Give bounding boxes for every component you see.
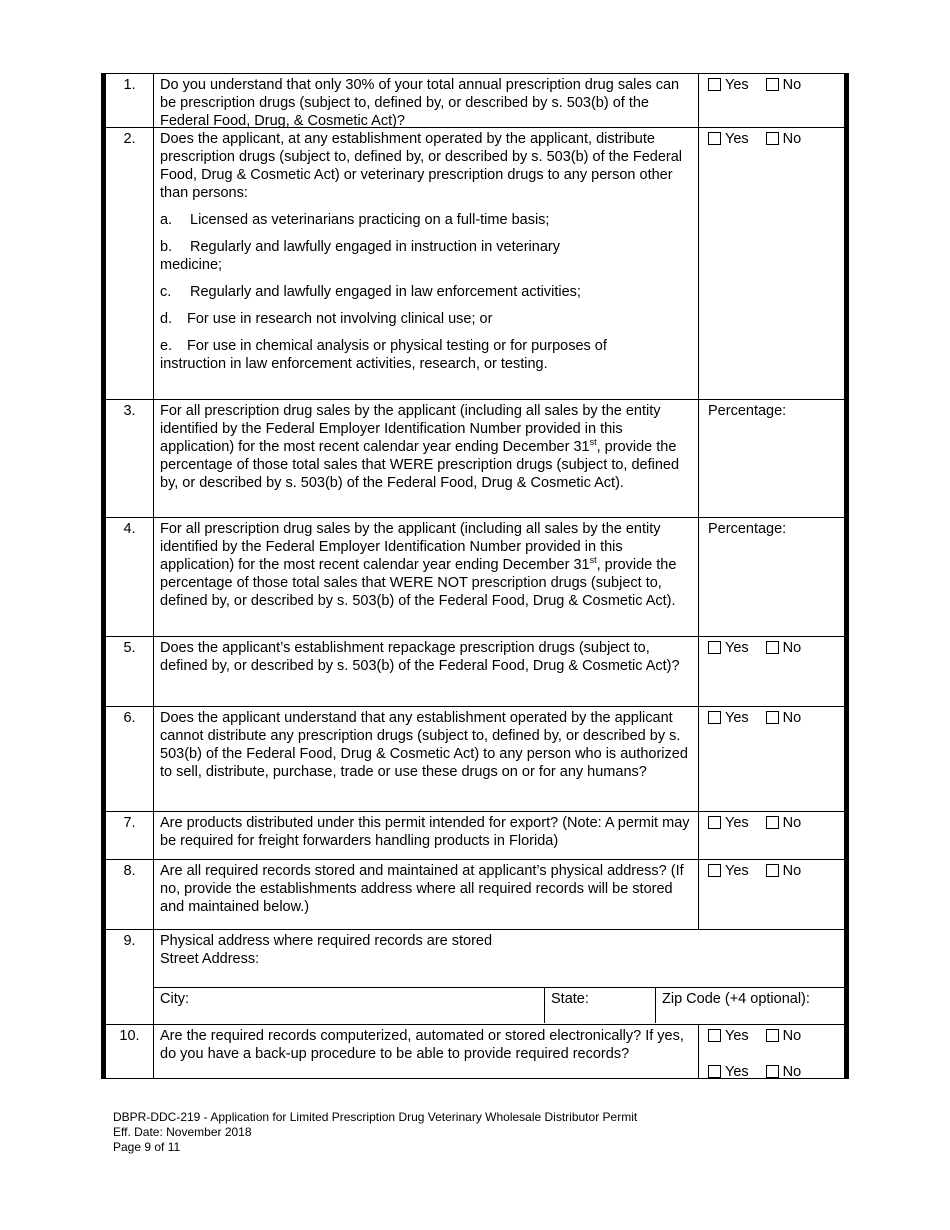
no-option[interactable]	[766, 1027, 802, 1045]
yes-checkbox[interactable]	[708, 711, 721, 724]
no-label: No	[782, 1028, 802, 1044]
page-number: Page 9 of 11	[113, 1140, 181, 1154]
yes-option[interactable]	[708, 862, 749, 880]
no-checkbox[interactable]	[766, 711, 779, 724]
page-footer	[113, 1110, 637, 1155]
item-letter: b.	[160, 239, 173, 255]
backup-yes-option[interactable]	[708, 1063, 749, 1081]
no-checkbox[interactable]	[766, 78, 779, 91]
no-checkbox[interactable]	[766, 864, 779, 877]
percentage-field[interactable]: Percentage:	[708, 521, 787, 537]
question-number: 3.	[106, 400, 154, 517]
yes-checkbox[interactable]	[708, 816, 721, 829]
list-item	[160, 337, 692, 373]
item-letter: a.	[160, 212, 173, 228]
yes-no-options	[699, 860, 844, 929]
item-letter: c.	[160, 284, 172, 300]
question-number: 10.	[106, 1025, 154, 1078]
question-row-1	[106, 73, 844, 128]
item-text: Licensed as veterinarians practicing on a full-time basis;	[190, 212, 550, 228]
effective-date: Eff. Date: November 2018	[113, 1125, 252, 1139]
item-letter: e.	[160, 338, 173, 354]
no-checkbox[interactable]	[766, 1029, 779, 1042]
yes-checkbox[interactable]	[708, 641, 721, 654]
question-row-6	[106, 707, 844, 812]
yes-label: Yes	[725, 1064, 749, 1080]
yes-no-options	[699, 128, 844, 399]
yes-option[interactable]	[708, 639, 749, 657]
address-block	[154, 930, 844, 1024]
question-text	[154, 518, 699, 636]
question-number: 6.	[106, 707, 154, 811]
no-option[interactable]	[766, 814, 802, 832]
question-row-7	[106, 812, 844, 860]
item-text: Regularly and lawfully engaged in law enforcement activities;	[190, 284, 581, 300]
no-label: No	[782, 77, 802, 93]
street-address-field[interactable]	[154, 930, 844, 987]
no-checkbox[interactable]	[766, 641, 779, 654]
no-option[interactable]	[766, 639, 802, 657]
question-row-2	[106, 128, 844, 400]
no-option[interactable]	[766, 709, 802, 727]
yes-no-options	[699, 812, 844, 859]
no-option[interactable]	[766, 862, 802, 880]
yes-label: Yes	[725, 131, 749, 147]
yes-label: Yes	[725, 815, 749, 831]
yes-label: Yes	[725, 1028, 749, 1044]
no-checkbox[interactable]	[766, 132, 779, 145]
question-text: Are all required records stored and maintained at applicant’s physical address? (If no, provide the establishments address where all required records will be stored and maintained below.)	[154, 860, 699, 929]
question-number: 7.	[106, 812, 154, 859]
item-text: For use in research not involving clinical use; or	[187, 311, 493, 327]
item-text: For use in chemical analysis or physical testing or for purposes of instruction in law enforcement activities, research, or testing.	[160, 338, 607, 372]
question-number: 5.	[106, 637, 154, 706]
question-number: 2.	[106, 128, 154, 399]
question-text-block	[154, 128, 699, 399]
list-item	[160, 310, 692, 328]
question-text: Does the applicant understand that any establishment operated by the applicant cannot distribute any prescription drugs (subject to, defined by, or described by s. 503(b) of the Federal Food, Drug & Cosmetic Act) to any person who is authorized to sell, distribute, purchase, trade or use these drugs on or for any humans?	[154, 707, 699, 811]
yes-label: Yes	[725, 863, 749, 879]
question-row-8	[106, 860, 844, 930]
yes-checkbox[interactable]	[708, 1065, 721, 1078]
list-item	[160, 283, 692, 301]
yes-no-options	[699, 1025, 844, 1078]
form-title: DBPR-DDC-219 - Application for Limited Prescription Drug Veterinary Wholesale Distributor Permit	[113, 1110, 638, 1124]
no-checkbox[interactable]	[766, 1065, 779, 1078]
no-label: No	[782, 710, 802, 726]
question-text-part: For all prescription drug sales by the applicant (including all sales by the entity identified by the Federal Employer Identification Number provided in this application) for the most recent calendar year ending December 31	[160, 403, 661, 455]
yes-option[interactable]	[708, 1027, 749, 1045]
question-row-5	[106, 637, 844, 707]
yes-option[interactable]	[708, 76, 749, 94]
percentage-field[interactable]: Percentage:	[708, 403, 787, 419]
state-field[interactable]: State:	[545, 988, 656, 1023]
no-label: No	[782, 1064, 802, 1080]
list-item	[160, 211, 692, 229]
no-label: No	[782, 815, 802, 831]
question-row-3	[106, 400, 844, 518]
no-option[interactable]	[766, 76, 802, 94]
question-text: Do you understand that only 30% of your total annual prescription drug sales can be prescription drugs (subject to, defined by, or described by s. 503(b) of the Federal Food, Drug, & Cosmetic Act)?	[154, 74, 699, 127]
yes-label: Yes	[725, 710, 749, 726]
yes-no-options	[699, 637, 844, 706]
question-number: 8.	[106, 860, 154, 929]
yes-no-options	[699, 707, 844, 811]
city-field[interactable]: City:	[154, 988, 545, 1023]
question-text: Does the applicant, at any establishment operated by the applicant, distribute prescription drugs (subject to, defined by, or described by s. 503(b) of the Federal Food, Drug & Cosmetic Act) or veterinary prescription drugs to any person other than persons:	[160, 131, 683, 201]
yes-checkbox[interactable]	[708, 1029, 721, 1042]
question-row-4	[106, 518, 844, 637]
superscript: st	[589, 437, 597, 447]
yes-label: Yes	[725, 640, 749, 656]
no-label: No	[782, 131, 802, 147]
yes-option[interactable]	[708, 709, 749, 727]
yes-option[interactable]	[708, 814, 749, 832]
city-state-zip-row	[154, 987, 844, 1023]
yes-no-options	[699, 74, 844, 127]
no-checkbox[interactable]	[766, 816, 779, 829]
question-row-10	[106, 1025, 844, 1079]
question-text: Does the applicant’s establishment repackage prescription drugs (subject to, defined by, or described by s. 503(b) of the Federal Food, Drug & Cosmetic Act)?	[154, 637, 699, 706]
yes-option[interactable]	[708, 130, 749, 148]
question-text: Are the required records computerized, automated or stored electronically? If yes, do you have a back-up procedure to be able to provide required records?	[154, 1025, 699, 1078]
question-text-part: , provide the percentage of those total sales that WERE prescription drugs (subject to, defined by, or described by s. 503(b) of the Federal Food, Drug & Cosmetic Act).	[160, 439, 680, 491]
questionnaire	[101, 73, 849, 1079]
yes-label: Yes	[725, 77, 749, 93]
item-text: Regularly and lawfully engaged in instruction in veterinary medicine;	[160, 239, 560, 273]
yes-checkbox[interactable]	[708, 132, 721, 145]
no-label: No	[782, 640, 802, 656]
question-number: 9.	[106, 930, 154, 1024]
question-number: 4.	[106, 518, 154, 636]
question-row-9	[106, 930, 844, 1025]
zip-code-field[interactable]: Zip Code (+4 optional):	[662, 991, 810, 1007]
question-number: 1.	[106, 74, 154, 127]
superscript: st	[589, 555, 597, 565]
yes-checkbox[interactable]	[708, 78, 721, 91]
no-label: No	[782, 863, 802, 879]
item-letter: d.	[160, 311, 173, 327]
question-text-part: For all prescription drug sales by the applicant (including all sales by the entity identified by the Federal Employer Identification Number provided in this application) for the most recent calendar year ending December 31	[160, 521, 661, 573]
address-title: Physical address where required records are stored	[160, 933, 493, 949]
question-text-part: , provide the percentage of those total sales that WERE NOT prescription drugs (subject to, defined by, or described by s. 503(b) of the Federal Food, Drug & Cosmetic Act).	[160, 557, 677, 609]
street-address-label: Street Address:	[160, 951, 260, 967]
list-item	[160, 238, 692, 274]
question-text: Are products distributed under this permit intended for export? (Note: A permit may be required for freight forwarders handling products in Florida)	[154, 812, 699, 859]
backup-no-option[interactable]	[766, 1063, 802, 1081]
yes-checkbox[interactable]	[708, 864, 721, 877]
no-option[interactable]	[766, 130, 802, 148]
question-text	[154, 400, 699, 517]
